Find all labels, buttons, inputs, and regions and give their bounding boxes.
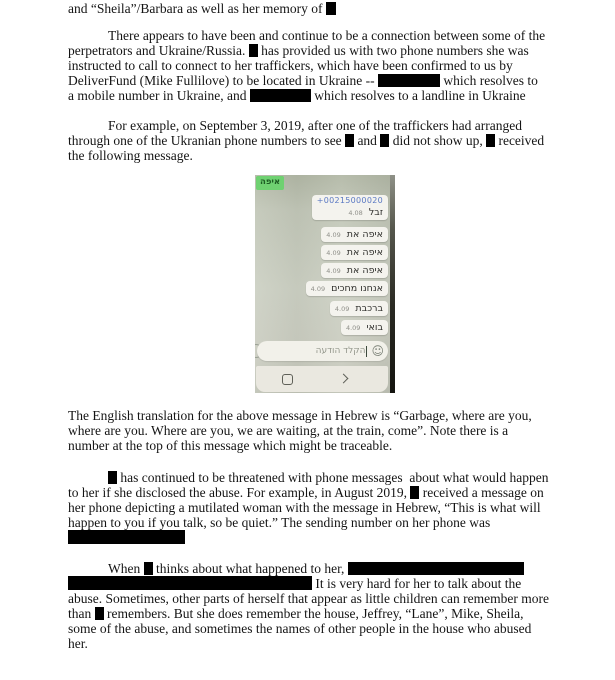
- paragraph: [68, 118, 546, 163]
- paragraph: [68, 408, 546, 453]
- chat-contact-label: איפה: [256, 176, 284, 190]
- document-line: [68, 438, 546, 453]
- text-run: The English translation for the above message in Hebrew is “Garbage, where are you,: [68, 408, 532, 423]
- home-button-icon: [282, 374, 293, 385]
- redaction-box: [345, 134, 354, 147]
- text-run: than: [68, 606, 95, 621]
- chat-input-bar: [257, 341, 388, 361]
- phone-screenshot-image: [255, 175, 395, 393]
- message-text: בואי: [366, 322, 383, 333]
- chat-message-bubble: [321, 263, 388, 278]
- redaction-box: [380, 134, 389, 147]
- document-line: [68, 73, 546, 88]
- text-run: It is very hard for her to talk about the: [312, 576, 522, 591]
- text-run: When: [108, 561, 144, 576]
- document-line: [68, 118, 546, 133]
- chat-message-bubble: [306, 281, 388, 296]
- document-line: [68, 500, 546, 515]
- document-line: [68, 28, 546, 43]
- document-line: [68, 485, 546, 500]
- message-time: 4.09: [326, 267, 341, 275]
- text-run: received: [495, 133, 545, 148]
- emoji-icon: ☺: [371, 344, 384, 358]
- text-run: instructed to call to connect to her traffickers, which have been confirmed to us by: [68, 58, 513, 73]
- text-run: which resolves to a landline in Ukraine: [310, 88, 526, 103]
- redaction-box: [348, 562, 524, 575]
- text-run: her.: [68, 636, 88, 651]
- chat-message-bubble: [312, 195, 388, 220]
- redaction-box: [68, 530, 185, 544]
- document-line: [68, 515, 546, 530]
- message-text: זבל: [368, 207, 383, 218]
- redaction-box: [68, 576, 312, 590]
- text-run: a mobile number in Ukraine, and: [68, 88, 250, 103]
- chat-input-placeholder: הקלד הודעה: [315, 346, 366, 356]
- text-run: abuse. Sometimes, other parts of herself that appear as little children can remember more: [68, 591, 549, 606]
- chat-message-bubble: [330, 301, 388, 316]
- text-run: remembers. But she does remember the house, Jeffrey, “Lane”, Mike, Sheila,: [103, 606, 524, 621]
- phone-nav-bar: [256, 366, 388, 392]
- text-run: through one of the Ukranian phone numbers to see: [68, 133, 346, 148]
- redaction-box: [108, 471, 117, 484]
- redaction-box: [410, 486, 419, 499]
- photo-dark-edge: [390, 175, 395, 393]
- redaction-box: [378, 74, 440, 87]
- redaction-box: [95, 607, 104, 620]
- text-run: has provided us with two phone numbers she was: [257, 43, 529, 58]
- paragraph: [68, 470, 549, 545]
- text-run: and “Sheila”/Barbara as well as her memory of: [68, 1, 326, 16]
- paragraph: [68, 1, 546, 16]
- message-time: 4.08: [348, 209, 363, 217]
- text-run: DeliverFund (Mike Fullilove) to be located in Ukraine --: [68, 73, 379, 88]
- message-time: 4.09: [326, 231, 341, 239]
- document-line: [68, 606, 546, 621]
- redaction-box: [249, 44, 258, 57]
- text-run: has continued to be threatened with phone messages about what would happen: [117, 470, 549, 485]
- document-line: [68, 88, 546, 103]
- document-line: [68, 530, 546, 545]
- document-line: [68, 1, 546, 16]
- text-cursor: [366, 346, 367, 357]
- document-line: [68, 133, 546, 148]
- text-run: thinks about what happened to her,: [152, 561, 348, 576]
- document-line: [68, 561, 546, 576]
- message-text: איפה את: [346, 247, 383, 258]
- document-line: [68, 148, 546, 163]
- redaction-box: [486, 134, 495, 147]
- message-text: איפה את: [346, 229, 383, 240]
- chat-message-bubble: [321, 245, 388, 260]
- document-line: [68, 408, 546, 423]
- redaction-box: [250, 89, 311, 102]
- back-button-icon: [339, 374, 349, 384]
- document-line: [68, 470, 549, 485]
- text-run: and: [354, 133, 381, 148]
- message-text: איפה את: [346, 265, 383, 276]
- document-line: [68, 58, 546, 73]
- text-run: did not show up,: [389, 133, 487, 148]
- document-line: [68, 591, 549, 606]
- sender-phone-number: +00215000020: [316, 196, 383, 205]
- redaction-box: [326, 2, 336, 15]
- text-run: some of the abuse, and sometimes the names of other people in the house who abused: [68, 621, 532, 636]
- message-time: 4.09: [326, 249, 341, 257]
- message-time: 4.09: [334, 305, 350, 313]
- text-run: which resolves to: [440, 73, 538, 88]
- text-run: to her if she disclosed the abuse. For example, in August 2019,: [68, 485, 411, 500]
- document-line: [68, 621, 546, 636]
- text-run: where are you. Where are you, we are waiting, at the train, come”. Note there is a: [68, 423, 509, 438]
- chat-message-bubble: [321, 227, 388, 242]
- document-line: [68, 43, 546, 58]
- document-line: [68, 423, 546, 438]
- paragraph: [68, 28, 546, 103]
- text-run: There appears to have been and continue to be a connection between some of the: [108, 28, 546, 43]
- text-run: number at the top of this message which might be traceable.: [68, 438, 393, 453]
- text-run: perpetrators and Ukraine/Russia.: [68, 43, 249, 58]
- document-line: [68, 576, 546, 591]
- message-text: ברכבת: [355, 303, 383, 314]
- message-time: 4.09: [310, 285, 326, 293]
- message-text: אנחנו מחכים: [331, 283, 383, 294]
- document-line: [68, 636, 546, 651]
- text-run: For example, on September 3, 2019, after one of the traffickers had arranged: [108, 118, 522, 133]
- text-run: the following message.: [68, 148, 193, 163]
- redaction-box: [144, 562, 153, 575]
- paragraph: [68, 561, 549, 651]
- text-run: happen to you if you talk, so be quiet.” The sending number on her phone was: [68, 515, 491, 530]
- text-run: received a message on: [419, 485, 544, 500]
- chat-message-bubble: [341, 320, 388, 335]
- message-time: 4.09: [345, 324, 361, 332]
- text-run: her phone depicting a mutilated woman with the message in Hebrew, “This is what will: [68, 500, 541, 515]
